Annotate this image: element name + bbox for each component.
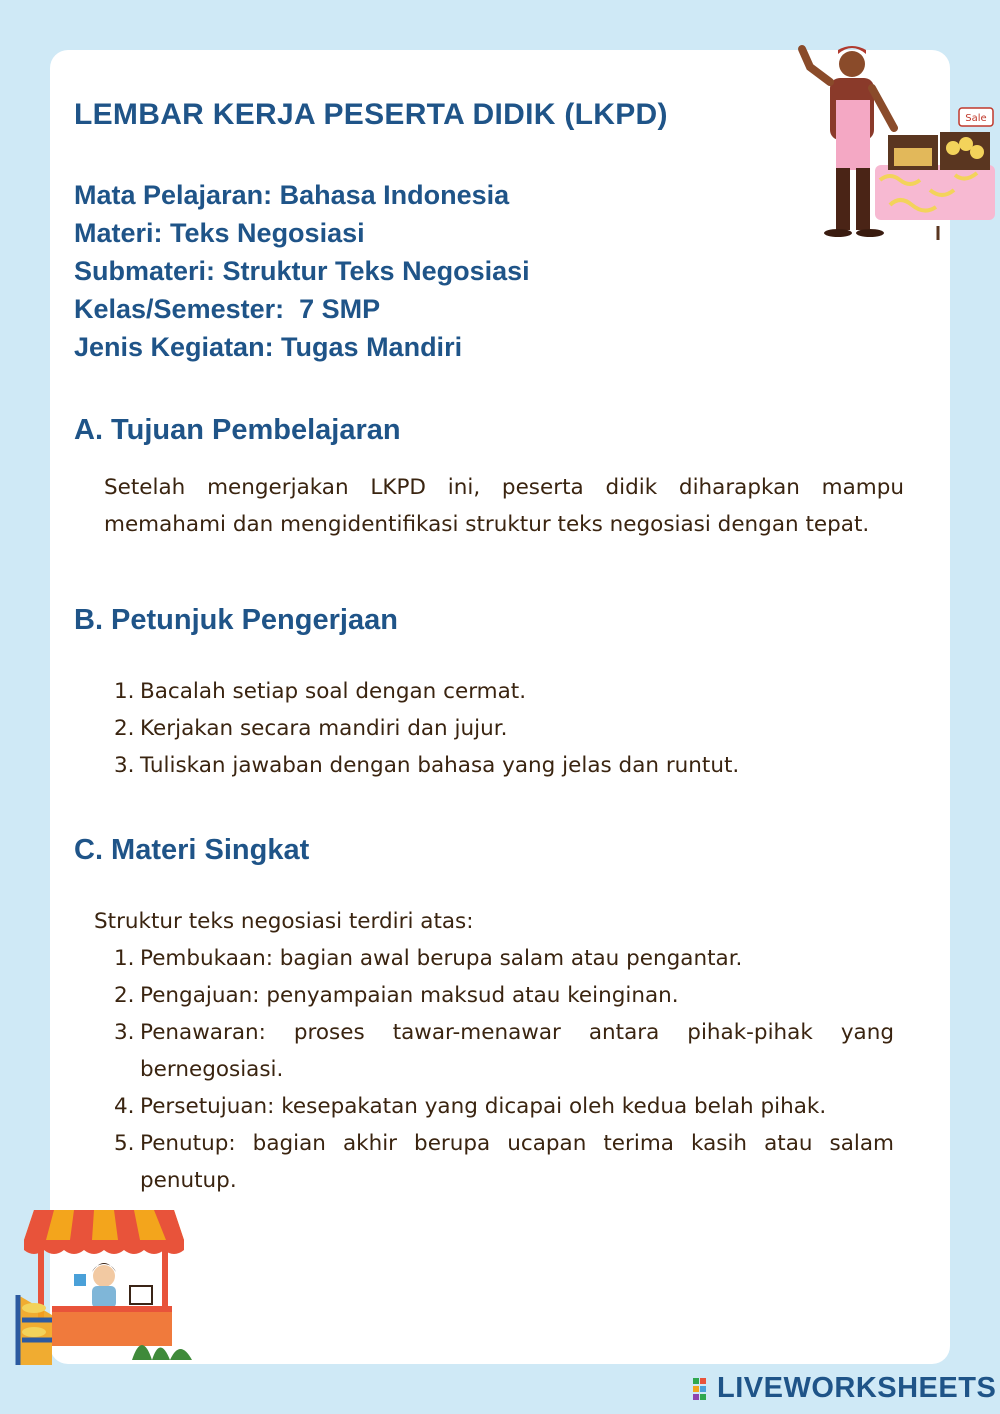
market-seller-illustration xyxy=(780,40,995,245)
list-text: Kerjakan secara mandiri dan jujur. xyxy=(140,716,508,741)
list-number: 1. xyxy=(114,679,135,704)
list-item xyxy=(114,710,904,747)
list-text: Persetujuan: kesepakatan yang dicapai oleh kedua belah pihak. xyxy=(140,1094,827,1119)
sale-sign-text: Sale xyxy=(965,113,987,124)
instructions-list xyxy=(114,673,904,784)
section-a-heading: A. Tujuan Pembelajaran xyxy=(74,414,401,446)
list-text: Penawaran: proses tawar-menawar antara pihak-pihak yang bernegosiasi. xyxy=(140,1020,894,1082)
list-number: 3. xyxy=(114,753,135,778)
worksheet-title: LEMBAR KERJA PESERTA DIDIK (LKPD) xyxy=(74,98,668,131)
list-item xyxy=(114,747,904,784)
brand xyxy=(692,1372,996,1405)
section-c-intro: Struktur teks negosiasi terdiri atas: xyxy=(94,909,474,934)
meta-material: Materi: Teks Negosiasi xyxy=(74,218,365,248)
meta-subject: Mata Pelajaran: Bahasa Indonesia xyxy=(74,180,510,210)
liveworksheets-logo-icon xyxy=(692,1376,714,1402)
list-item xyxy=(114,1088,894,1125)
list-item xyxy=(114,940,894,977)
list-text: Bacalah setiap soal dengan cermat. xyxy=(140,679,527,704)
list-number: 4. xyxy=(114,1094,135,1119)
list-number: 5. xyxy=(114,1131,135,1156)
list-item xyxy=(114,1014,894,1088)
worksheet-meta xyxy=(74,176,530,366)
list-item xyxy=(114,1125,894,1199)
brand-name: LIVEWORKSHEETS xyxy=(717,1372,997,1404)
meta-activity: Jenis Kegiatan: Tugas Mandiri xyxy=(74,332,463,362)
list-item xyxy=(114,673,904,710)
list-number: 2. xyxy=(114,983,135,1008)
list-item xyxy=(114,977,894,1014)
meta-class: Kelas/Semester: 7 SMP xyxy=(74,294,381,324)
list-text: Pembukaan: bagian awal berupa salam atau pengantar. xyxy=(140,946,743,971)
section-b-heading: B. Petunjuk Pengerjaan xyxy=(74,604,398,636)
list-text: Penutup: bagian akhir berupa ucapan terima kasih atau salam penutup. xyxy=(140,1131,894,1193)
section-a-text: Setelah mengerjakan LKPD ini, peserta didik diharapkan mampu memahami dan mengidentifikasi struktur teks negosiasi dengan tepat. xyxy=(104,475,904,537)
list-number: 3. xyxy=(114,1020,135,1045)
market-stall-illustration xyxy=(12,1200,197,1370)
list-text: Tuliskan jawaban dengan bahasa yang jelas dan runtut. xyxy=(140,753,740,778)
list-number: 1. xyxy=(114,946,135,971)
meta-submaterial: Submateri: Struktur Teks Negosiasi xyxy=(74,256,530,286)
list-number: 2. xyxy=(114,716,135,741)
list-text: Pengajuan: penyampaian maksud atau keinginan. xyxy=(140,983,679,1008)
structure-list xyxy=(114,940,894,1199)
section-c-heading: C. Materi Singkat xyxy=(74,834,310,866)
